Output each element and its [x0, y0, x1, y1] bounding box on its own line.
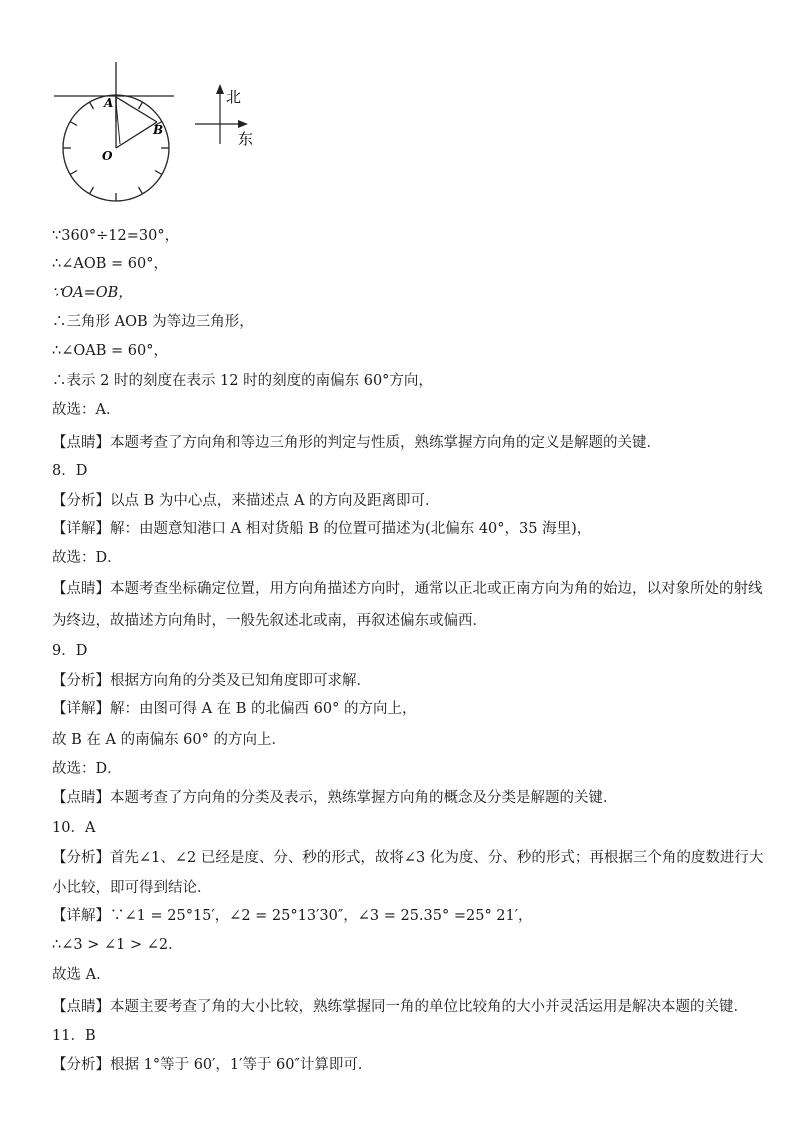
question-answer: 11．B: [52, 1028, 96, 1044]
text-line: 【点睛】本题主要考查了角的大小比较，熟练掌握同一角的单位比较角的大小并灵活运用是解决本题的关键．: [52, 999, 748, 1015]
text-line: 故 B 在 A 的南偏东 60° 的方向上．: [52, 732, 286, 748]
question-answer: 9．D: [52, 643, 88, 659]
text-line: ∴∠OAB = 60°，: [52, 343, 168, 359]
text-line: 小比较，即可得到结论．: [52, 880, 212, 896]
text-line: 【详解】解：由题意知港口 A 相对货船 B 的位置可描述为(北偏东 40°，35 海里)，: [52, 521, 592, 537]
text-line: ∴表示 2 时的刻度在表示 12 时的刻度的南偏东 60°方向，: [52, 373, 433, 389]
text-line: 故选：D．: [52, 550, 122, 566]
text-line: 【详解】解：由图可得 A 在 B 的北偏西 60° 的方向上，: [52, 701, 417, 717]
text-line: 【点睛】本题考查坐标确定位置，用方向角描述方向时，通常以正北或正南方向为角的始边，以对象所处的射线: [52, 581, 763, 597]
label-north: 北: [226, 88, 242, 106]
question-answer: 10．A: [52, 820, 96, 836]
clock-diagram: [50, 62, 270, 202]
segment-OB: [116, 122, 157, 148]
text-line: ∴∠AOB = 60°，: [52, 256, 168, 272]
text-line: 【点睛】本题考查了方向角和等边三角形的判定与性质，熟练掌握方向角的定义是解题的关键．: [52, 435, 661, 451]
clock-figure: [50, 62, 270, 202]
label-O: O: [102, 149, 113, 163]
text-line: ∴三角形 AOB 为等边三角形，: [52, 314, 254, 330]
text-line: 故选 A．: [52, 967, 111, 983]
text-line: 【详解】∵∠1 = 25°15′，∠2 = 25°13′30″，∠3 = 25.35° =25° 21′，: [52, 908, 533, 924]
label-B: B: [153, 123, 164, 137]
text-line: 【分析】首先∠1、∠2 已经是度、分、秒的形式，故将∠3 化为度、分、秒的形式；再根据三个角的度数进行大: [52, 850, 764, 866]
label-A: A: [104, 96, 114, 110]
text-line: ∵360°÷12=30°，: [52, 228, 180, 244]
label-east: 东: [238, 130, 254, 148]
text-line: 为终边，故描述方向角时，一般先叙述北或南，再叙述偏东或偏西．: [52, 613, 487, 629]
text-line: 故选：D．: [52, 761, 122, 777]
north-arrow: [216, 84, 224, 94]
text-line: 【点睛】本题考查了方向角的分类及表示，熟练掌握方向角的概念及分类是解题的关键．: [52, 790, 618, 806]
east-arrow: [238, 120, 248, 128]
text-line: ∴∠3 > ∠1 > ∠2．: [52, 937, 183, 953]
text-line: 【分析】以点 B 为中心点，来描述点 A 的方向及距离即可．: [52, 493, 440, 509]
question-answer: 8．D: [52, 463, 88, 479]
text-line: 【分析】根据 1°等于 60′，1′等于 60″计算即可．: [52, 1057, 373, 1073]
text-line: 【分析】根据方向角的分类及已知角度即可求解．: [52, 673, 371, 689]
text-line: ∵OA=OB，: [52, 285, 133, 301]
text-line: 故选：A．: [52, 402, 121, 418]
segment-AB: [116, 97, 157, 122]
